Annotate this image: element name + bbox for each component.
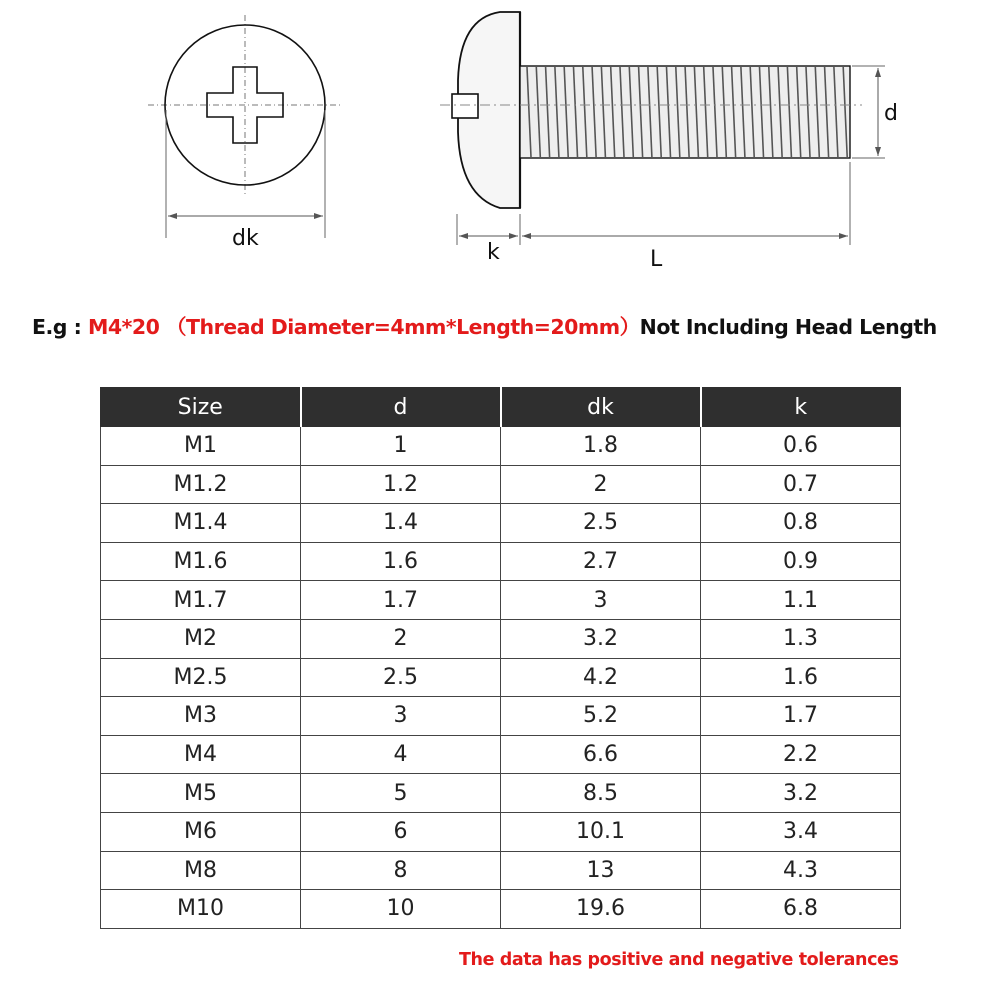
cell-k: 0.8 bbox=[701, 504, 901, 543]
cell-k: 1.7 bbox=[701, 697, 901, 736]
screw-head-top-view bbox=[148, 15, 343, 238]
table-row bbox=[101, 890, 901, 929]
table-row bbox=[101, 851, 901, 890]
cell-dk: 1.8 bbox=[501, 427, 701, 466]
table-row bbox=[101, 542, 901, 581]
cell-d: 1.7 bbox=[301, 581, 501, 620]
cell-d: 4 bbox=[301, 735, 501, 774]
dk-label: dk bbox=[232, 226, 259, 251]
cell-d: 6 bbox=[301, 812, 501, 851]
cell-size: M8 bbox=[101, 851, 301, 890]
table-header-row bbox=[101, 388, 901, 427]
cell-d: 10 bbox=[301, 890, 501, 929]
cell-dk: 4.2 bbox=[501, 658, 701, 697]
table-row bbox=[101, 812, 901, 851]
tolerance-note: The data has positive and negative tolerances bbox=[459, 950, 899, 970]
size-spec-table bbox=[100, 387, 901, 929]
head-slot bbox=[452, 94, 478, 118]
cell-k: 3.4 bbox=[701, 812, 901, 851]
cell-k: 1.1 bbox=[701, 581, 901, 620]
cell-d: 8 bbox=[301, 851, 501, 890]
header-size: Size bbox=[101, 388, 301, 427]
table-row bbox=[101, 658, 901, 697]
cell-dk: 2.7 bbox=[501, 542, 701, 581]
L-label: L bbox=[650, 247, 663, 272]
d-label: d bbox=[884, 101, 898, 126]
cell-d: 1.6 bbox=[301, 542, 501, 581]
cell-k: 4.3 bbox=[701, 851, 901, 890]
cell-size: M1.2 bbox=[101, 465, 301, 504]
cell-dk: 3 bbox=[501, 581, 701, 620]
example-caption bbox=[32, 310, 992, 340]
cell-dk: 10.1 bbox=[501, 812, 701, 851]
screw-dimension-drawing bbox=[0, 0, 1000, 290]
cell-size: M6 bbox=[101, 812, 301, 851]
cell-dk: 19.6 bbox=[501, 890, 701, 929]
header-k: k bbox=[701, 388, 901, 427]
cell-size: M1.4 bbox=[101, 504, 301, 543]
cell-size: M1.6 bbox=[101, 542, 301, 581]
table-body bbox=[101, 427, 901, 929]
cell-dk: 3.2 bbox=[501, 619, 701, 658]
cell-size: M5 bbox=[101, 774, 301, 813]
table-row bbox=[101, 697, 901, 736]
table-row bbox=[101, 735, 901, 774]
example-detail: （Thread Diameter=4mm*Length=20mm） bbox=[166, 315, 640, 339]
header-dk: dk bbox=[501, 388, 701, 427]
cell-size: M1 bbox=[101, 427, 301, 466]
cell-size: M2 bbox=[101, 619, 301, 658]
cell-dk: 13 bbox=[501, 851, 701, 890]
cell-k: 1.3 bbox=[701, 619, 901, 658]
cell-d: 3 bbox=[301, 697, 501, 736]
cell-d: 5 bbox=[301, 774, 501, 813]
header-d: d bbox=[301, 388, 501, 427]
cell-dk: 2.5 bbox=[501, 504, 701, 543]
example-code: M4*20 bbox=[87, 315, 160, 339]
cell-k: 3.2 bbox=[701, 774, 901, 813]
cell-dk: 2 bbox=[501, 465, 701, 504]
cell-k: 0.7 bbox=[701, 465, 901, 504]
cell-size: M1.7 bbox=[101, 581, 301, 620]
cell-k: 0.9 bbox=[701, 542, 901, 581]
cell-dk: 6.6 bbox=[501, 735, 701, 774]
cell-d: 1.2 bbox=[301, 465, 501, 504]
table-row bbox=[101, 581, 901, 620]
cell-size: M3 bbox=[101, 697, 301, 736]
cell-k: 0.6 bbox=[701, 427, 901, 466]
example-suffix: Not Including Head Length bbox=[639, 315, 937, 339]
table-row bbox=[101, 619, 901, 658]
cell-k: 2.2 bbox=[701, 735, 901, 774]
example-prefix: E.g : bbox=[32, 315, 82, 339]
table-row bbox=[101, 427, 901, 466]
cell-dk: 8.5 bbox=[501, 774, 701, 813]
cell-d: 1.4 bbox=[301, 504, 501, 543]
cell-k: 6.8 bbox=[701, 890, 901, 929]
cell-k: 1.6 bbox=[701, 658, 901, 697]
k-label: k bbox=[487, 240, 500, 265]
table-row bbox=[101, 504, 901, 543]
table-row bbox=[101, 774, 901, 813]
cell-size: M4 bbox=[101, 735, 301, 774]
cell-dk: 5.2 bbox=[501, 697, 701, 736]
table-row bbox=[101, 465, 901, 504]
cell-d: 2.5 bbox=[301, 658, 501, 697]
cell-size: M10 bbox=[101, 890, 301, 929]
cell-d: 1 bbox=[301, 427, 501, 466]
cell-size: M2.5 bbox=[101, 658, 301, 697]
screw-side-view bbox=[440, 12, 885, 245]
cell-d: 2 bbox=[301, 619, 501, 658]
